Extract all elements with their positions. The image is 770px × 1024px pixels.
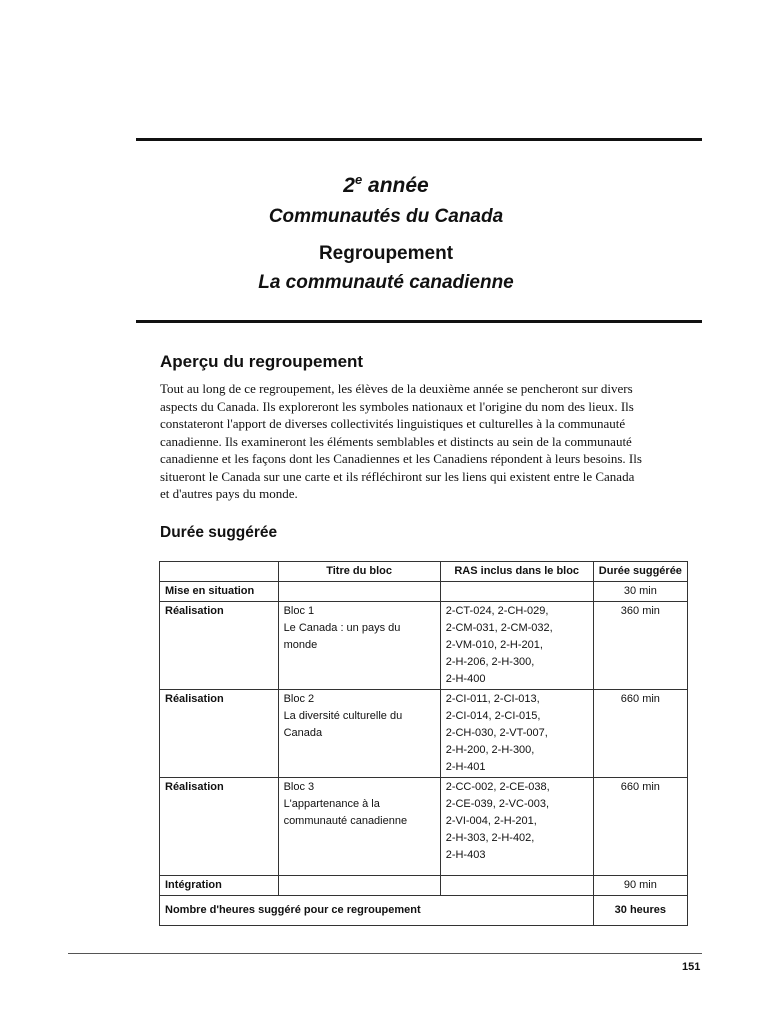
row-label: Mise en situation	[160, 582, 279, 602]
overview-line: Tout au long de ce regroupement, les élèves de la deuxième année se pencheront sur divers	[160, 381, 633, 396]
ras-code-line: 2-H-403	[445, 849, 486, 861]
table-total-row	[160, 896, 688, 926]
overview-line: canadienne. Ils examineront les éléments semblables et distincts au sein de la communauté	[160, 433, 632, 449]
empty-cell	[278, 582, 440, 602]
ras-code-line: 2-H-401	[445, 761, 486, 773]
ras-code-line: 2-CT-024, 2-CH-029,	[445, 605, 549, 617]
row-duration: 30 min	[593, 582, 687, 602]
total-value: 30 heures	[593, 896, 687, 926]
grade-number: 2	[343, 174, 355, 197]
table-row	[160, 778, 688, 876]
block-title-cell	[278, 602, 440, 690]
empty-cell	[440, 582, 593, 602]
ras-code-line: 2-CE-039, 2-VC-003,	[445, 798, 550, 810]
row-label: Réalisation	[160, 602, 279, 690]
footer-rule	[68, 953, 702, 954]
header-block-title: Titre du bloc	[278, 562, 440, 582]
total-label: Nombre d'heures suggéré pour ce regroupement	[160, 896, 594, 926]
empty-cell	[440, 876, 593, 896]
table-row	[160, 602, 688, 690]
overview-line: constateront l'apport de diverses collectivités linguistiques et culturelles à la communauté	[160, 416, 626, 431]
overview-title: Aperçu du regroupement	[160, 352, 364, 371]
cluster-title: La communauté canadienne	[258, 272, 514, 293]
ras-code-line: 2-VI-004, 2-H-201,	[445, 815, 537, 827]
middle-rule	[136, 320, 702, 323]
ras-codes-cell	[440, 602, 593, 690]
page-number: 151	[682, 961, 701, 973]
overview-line: et d'autres pays du monde.	[160, 486, 298, 501]
ras-code-line: 2-CI-011, 2-CI-013,	[445, 693, 540, 705]
ras-code-line: 2-H-400	[445, 673, 486, 685]
ras-code-line: 2-CI-014, 2-CI-015,	[445, 710, 541, 722]
block-title-line: Canada	[283, 727, 323, 739]
overview-line: aspects du Canada. Ils exploreront les symboles nationaux et l'origine du nom des lieux. Ils	[160, 398, 634, 414]
block-title-line: monde	[283, 639, 318, 651]
table-row	[160, 690, 688, 778]
duration-title: Durée suggérée	[160, 524, 278, 541]
row-label: Réalisation	[160, 778, 279, 876]
ras-code-line: 2-CC-002, 2-CE-038,	[445, 781, 550, 793]
overview-line: canadienne et les façons dont les Canadiennes et les Canadiens répondent à leurs besoins. Ils	[160, 451, 642, 466]
grade-word: année	[362, 174, 429, 197]
row-label: Intégration	[160, 876, 279, 896]
ras-code-line: 2-CH-030, 2-VT-007,	[445, 727, 548, 739]
ras-codes-cell	[440, 690, 593, 778]
table-row	[160, 876, 688, 896]
theme-title: Communautés du Canada	[268, 206, 504, 227]
row-duration: 660 min	[593, 690, 687, 778]
duration-table	[159, 561, 688, 926]
row-duration: 360 min	[593, 602, 687, 690]
block-title-cell	[278, 690, 440, 778]
table-row	[160, 582, 688, 602]
empty-cell	[278, 876, 440, 896]
table-header-row	[160, 562, 688, 582]
top-rule	[136, 138, 702, 141]
overview-line: situeront le Canada sur une carte et ils réfléchiront sur les liens qui existent entre le Canada	[160, 468, 635, 484]
header-duration: Durée suggérée	[593, 562, 687, 582]
block-title-line: Bloc 2	[283, 693, 315, 705]
ras-codes-cell	[440, 778, 593, 876]
cluster-label: Regroupement	[318, 243, 454, 264]
block-title-line: Bloc 1	[283, 605, 315, 617]
block-title-line: La diversité culturelle du	[283, 710, 403, 722]
row-duration: 660 min	[593, 778, 687, 876]
block-title-line: communauté canadienne	[283, 815, 408, 827]
overview-paragraph	[160, 380, 705, 503]
block-title-cell	[278, 778, 440, 876]
row-label: Réalisation	[160, 690, 279, 778]
ras-code-line: 2-H-200, 2-H-300,	[445, 744, 535, 756]
block-title-line: Bloc 3	[283, 781, 315, 793]
cell-spacer	[446, 864, 588, 874]
header-empty	[160, 562, 279, 582]
block-title-line: L'appartenance à la	[283, 798, 380, 810]
ras-code-line: 2-VM-010, 2-H-201,	[445, 639, 543, 651]
grade-superscript: e	[354, 172, 363, 187]
block-title-line: Le Canada : un pays du	[283, 622, 401, 634]
grade-heading	[136, 172, 636, 198]
row-duration: 90 min	[593, 876, 687, 896]
header-ras: RAS inclus dans le bloc	[440, 562, 593, 582]
ras-code-line: 2-H-303, 2-H-402,	[445, 832, 535, 844]
ras-code-line: 2-CM-031, 2-CM-032,	[445, 622, 553, 634]
ras-code-line: 2-H-206, 2-H-300,	[445, 656, 535, 668]
